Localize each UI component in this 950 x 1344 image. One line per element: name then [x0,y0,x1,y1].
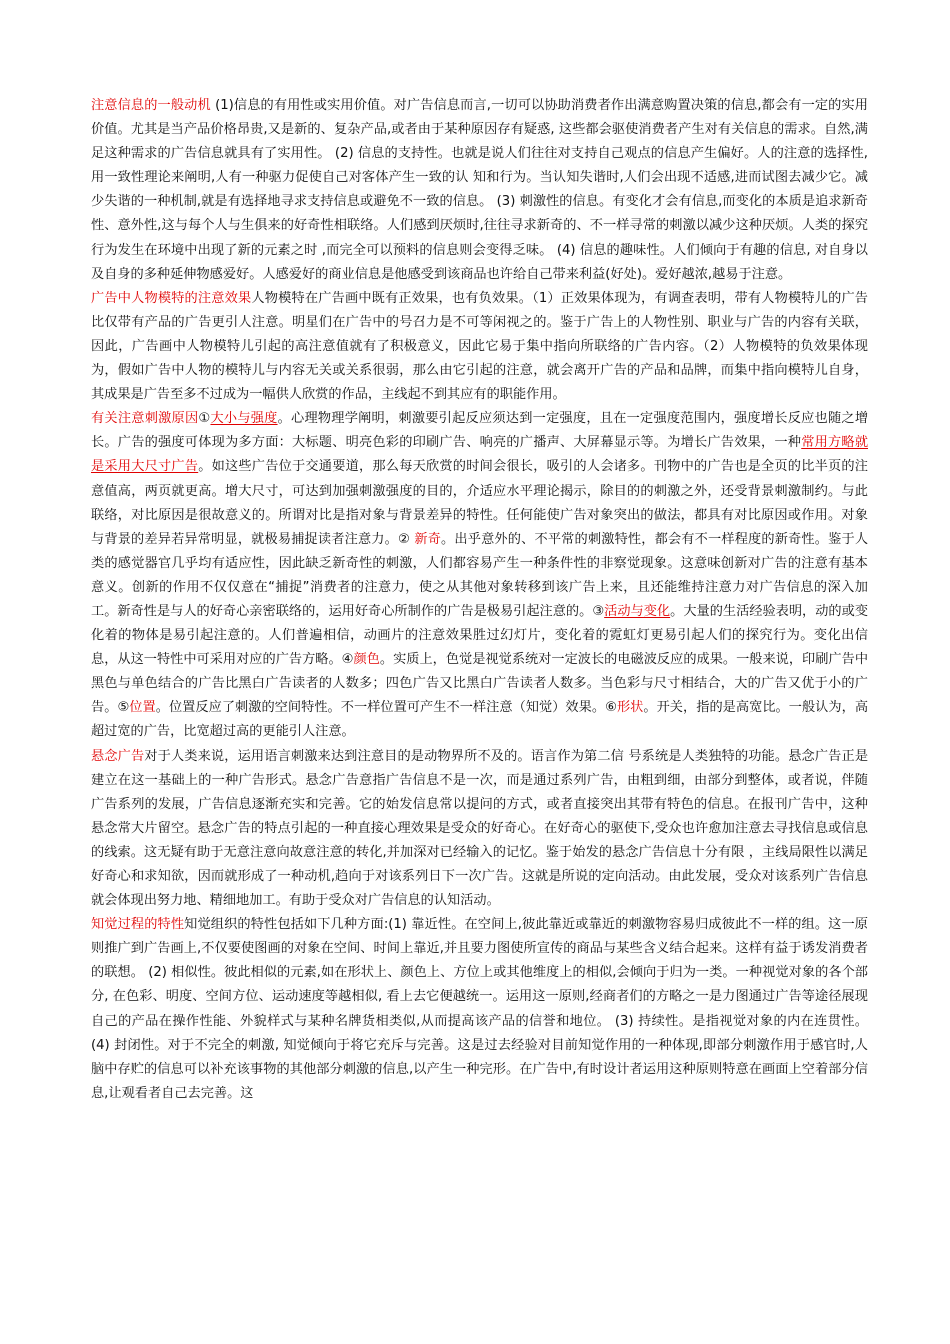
section-perception-features [91,913,868,1106]
section-heading: 知觉过程的特性 [91,917,185,933]
item-marker: ⑤ [117,700,130,716]
section-attention-motives [91,94,868,287]
section-body: 知觉组织的特性包括如下几种方面:(1) 靠近性。在空间上,彼此靠近或靠近的刺激物容易归成彼此不一样的组。这一原则推广到广告画上,不仅要使图画的对象在空间、时间上靠近,并且要力图使所宣传的商品与某些含义结合起来。这样有益于诱发消费者的联想。 (2) 相似性。彼此相似的元素,如在形状上、颜色上、方位上或其他维度上的相似,会倾向于归为一类。一种视觉对象的各个部分, 在色彩、明度、空间方位、运动速度等越相似, 看上去它便越统一。运用这一原则,经商者们的方略之一是力图通过广告等途径展现自己的产品在操作性能、外貌样式与某种名牌货相类似,从而提高该产品的信誉和地位。 (3) 持续性。是指视觉对象的内在连贯性。 (4) 封闭性。对于不完全的刺激, 知觉倾向于将它充斥与完善。这是过去经验对目前知觉作用的一种体现,即部分刺激作用于感官时,人脑中存贮的信息可以补充该事物的其他部分刺激的信息,以产生一种完形。在广告中,有时设计者运用这种原则特意在画面上空着部分信息,让观看者自己去完善。这 [91,917,868,1101]
item-label: 颜色 [353,652,380,668]
section-body: 人物模特在广告画中既有正效果，也有负效果。（1）正效果体现为，有调查表明，带有人物模特儿的广告比仅带有产品的广告更引人注意。明星们在广告中的号召力是不可等闲视之的。鉴于广告上的人物性别、职业与广告的内容有关联，因此，广告画中人物模特儿引起的高注意值就有了积极意义，因此它易于集中指向所联络的广告内容。（2）人物模特的负效果体现为，假如广告中人物的模特儿与内容无关或关系很弱，那么由它引起的注意，就会离开广告的产品和品牌，而集中指向模特儿自身，其成果是广告至多不过成为一幅供人欣赏的作品，主线起不到其应有的职能作用。 [91,290,868,403]
section-heading: 注意信息的一般动机 [91,98,211,113]
item-text: 。位置反应了刺激的空间特性。不一样位置可产生不一样注意（知觉）效果。 [155,700,606,716]
item-label: 活动与变化 [604,603,671,619]
item-label: 形状 [616,700,644,716]
section-heading: 悬念广告 [91,748,145,764]
section-body: (1)信息的有用性或实用价值。对广告信息而言,一切可以协助消费者作出满意购置决策的信息,都会有一定的实用价值。尤其是当产品价格昂贵,又是新的、复杂产品,或者由于某种原因存有疑惑, 这些都会驱使消费者产生对有关信息的需求。自然,满足这种需求的广告信息就具有了实用性。 (2) 信息的支持性。也就是说人们往往对支持自己观点的信息产生偏好。人的注意的选择性,用一致性理论来阐明,人有一种驱力促使自己对客体产生一致的认 知和行为。当认知失谐时,人们会出现不适感,进而试图去减少它。减少失谐的一种机制,就是有选择地寻求支持信息或避免不一致的信息。 (3) 刺激性的信息。有变化才会有信息,而变化的本质是追求新奇性、意外性,这与每个人与生俱来的好奇性相联络。人们感到厌烦时,往往寻求新奇的、不一样寻常的刺激以减少这种厌烦。人类的探究行为发生在环境中出现了新的元素之时 ,而完全可以预料的信息则会变得乏味。 (4) 信息的趣味性。人们倾向于有趣的信息, 对自身以及自身的多种延伸物感爱好。人感爱好的商业信息是他感受到该商品也许给自己带来利益(好处)。爱好越浓,越易于注意。 [91,98,868,282]
item-text: 。如这些广告位于交通要道，那么每天欣赏的时间会很长，吸引的人会诸多。刊物中的广告也是全页的比半页的注意值高，两页就更高。增大尺寸，可达到加强刺激强度的目的，介适应水平理论揭示，除目的的刺激之外，还受背景刺激制约。与此联络，对比原因是很故意义的。所谓对比是指对象与背景差异的特性。任何能使广告对象突出的做法，都具有对比原因或作用。对象与背景的差异若异常明显，就极易捕捉读者注意力。 [91,459,868,547]
item-label: 常用方略就是采用大尺寸广告 [91,435,869,475]
item-text: 。开关，指的是高宽比。一般认为，高超过宽的广告，比宽超过高的更能引人注意。 [91,700,869,740]
item-marker: ⑥ [605,700,617,716]
item-marker: ① [198,411,211,427]
item-marker: ③ [592,603,605,619]
section-stimulus-factors [91,407,868,744]
section-suspense-ads [91,745,868,914]
item-text: 。实质上，色觉是视觉系统对一定波长的电磁波反应的成果。一般来说，印刷广告中黑色与单色结合的广告比黑白广告读者的人数多；四色广告又比黑白广告读者人数多。当色彩与尺寸相结合，大的广告又优于小的广告。 [91,652,869,716]
section-heading: 广告中人物模特的注意效果 [91,290,252,306]
section-heading: 有关注意刺激原因 [91,411,199,427]
item-label: 位置 [129,700,156,716]
item-text: 。出乎意外的、不平常的刺激特性，都会有不一样程度的新奇性。鉴于人类的感觉器官几乎均有适应性，因此缺乏新奇性的刺激，人们都容易产生一种条件性的非察觉现象。这意味创新对广告的注意有基本意义。创新的作用不仅仅意在“捕捉”消费者的注意力，使之从其他对象转移到该广告上来，且还能维持注意力对广告信息的深入加工。新奇性是与人的好奇心亲密联络的，运用好奇心所制作的广告是极易引起注意的。 [91,531,869,619]
item-marker: ② [398,531,410,547]
item-text: 。大量的生活经验表明，动的或变化着的物体是易引起注意的。人们普遍相信，动画片的注意效果胜过幻灯片，变化着的霓虹灯更易引起人们的探究行为。变化出信息，从这一特性中可采用对应的广告方略。 [91,603,869,668]
item-label: 新奇 [414,531,442,547]
section-model-effect [91,287,868,407]
item-marker: ④ [341,652,354,668]
section-body: 对于人类来说，运用语言刺激来达到注意目的是动物界所不及的。语言作为第二信 号系统是人类独特的功能。悬念广告正是建立在这一基础上的一种广告形式。悬念广告意指广告信息不是一次，而是通过系列广告，由粗到细，由部分到整体，或者说，伴随广告系列的发展，广告信息逐渐充实和完善。它的始发信息常以提问的方式，或者直接突出其带有特色的信息。在报刊广告中，这种悬念常大片留空。悬念广告的特点引起的一种直接心理效果是受众的好奇心。在好奇心的驱使下,受众也许愈加注意去寻找信息或信息的线索。这无疑有助于无意注意向故意注意的转化,并加深对已经输入的记忆。鉴于始发的悬念广告信息十分有限 ，主线局限性以满足好奇心和求知欲，因而就形成了一种动机,趋向于对该系列日下一次广告。这就是所说的定向活动。由此发展，受众对该系列广告信息就会体现出努力地、精细地加工。有助于受众对广告信息的认知活动。 [91,748,869,909]
item-label: 大小与强度 [210,411,278,427]
item-text: 。心理物理学阐明，刺激要引起反应须达到一定强度，且在一定强度范围内，强度增长反应也随之增长。广告的强度可体现为多方面：大标题、明亮色彩的印刷广告、响亮的广播声、大屏幕显示等。为增长广告效果，一种 [91,411,869,451]
